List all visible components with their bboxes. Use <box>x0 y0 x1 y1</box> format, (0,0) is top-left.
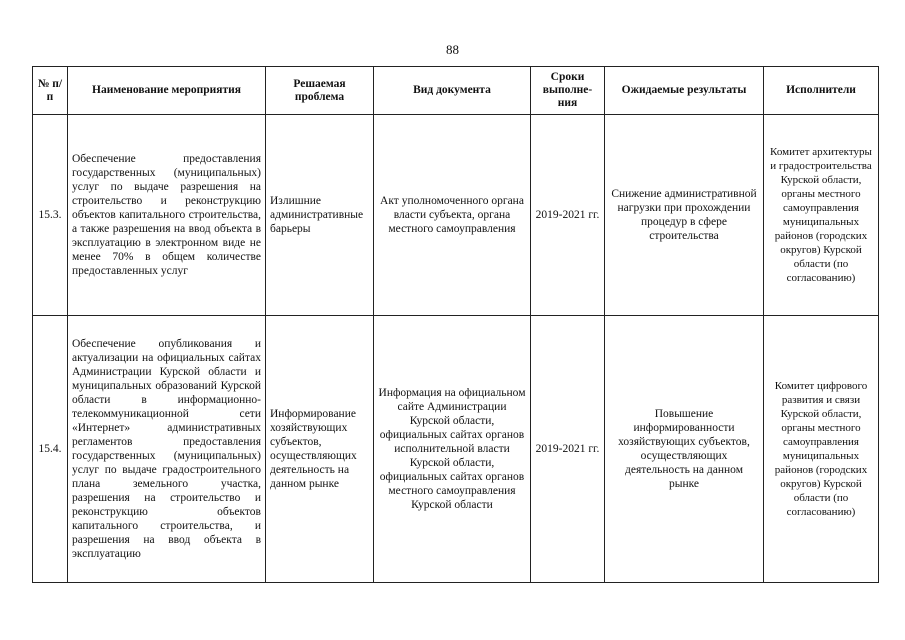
row-problem: Информирование хозяйствующих субъектов, осуществляющих деятельность на данном рынке <box>266 316 374 583</box>
row-term: 2019-2021 гг. <box>531 316 605 583</box>
row-result: Снижение административной нагрузки при прохождении процедур в сфере строительства <box>605 115 764 316</box>
header-measure: Наименование мероприятия <box>68 67 266 115</box>
row-problem: Излишние административные барьеры <box>266 115 374 316</box>
row-result: Повышение информированности хозяйствующих субъектов, осуществляющих деятельность на данном рынке <box>605 316 764 583</box>
row-executor: Комитет архитектуры и градостроительства Курской области, органы местного самоуправления муниципальных районов (городских округов) Курской области (по согласованию) <box>764 115 879 316</box>
page-number: 88 <box>446 42 459 57</box>
table-row <box>33 115 879 316</box>
table-header-row <box>33 67 879 115</box>
header-term: Сроки выполне-ния <box>531 67 605 115</box>
row-executor: Комитет цифрового развития и связи Курской области, органы местного самоуправления муниципальных районов (городских округов) Курской области (по согласованию) <box>764 316 879 583</box>
row-num: 15.4. <box>33 316 68 583</box>
header-executor: Исполнители <box>764 67 879 115</box>
row-doc-type: Информация на официальном сайте Администрации Курской области, официальных сайтах органов исполнительной власти Курской области, официальных сайтах органов местного самоуправления Курской области <box>374 316 531 583</box>
row-term: 2019-2021 гг. <box>531 115 605 316</box>
header-doc-type: Вид документа <box>374 67 531 115</box>
measures-table <box>32 66 879 583</box>
row-doc-type: Акт уполномоченного органа власти субъекта, органа местного самоуправления <box>374 115 531 316</box>
table-row <box>33 316 879 583</box>
row-measure: Обеспечение предоставления государственных (муниципальных) услуг по выдаче разрешения на строительство и реконструкцию объектов капитального строительства, а также разрешения на ввод объекта в эксплуатацию в электронном виде не менее 70% в общем количестве предоставленных услуг <box>68 115 266 316</box>
header-result: Ожидаемые результаты <box>605 67 764 115</box>
row-measure: Обеспечение опубликования и актуализации на официальных сайтах Администрации Курской области и муниципальных образований Курской области в информационно-телекоммуникационной сети «Интернет» административных регламентов предоставления государственных (муниципальных) услуг по выдаче градостроительного плана земельного участка, разрешения на строительство и реконструкцию объектов капитального строительства, и разрешения на ввод объекта в эксплуатацию <box>68 316 266 583</box>
header-num: № п/п <box>33 67 68 115</box>
header-problem: Решаемая проблема <box>266 67 374 115</box>
row-num: 15.3. <box>33 115 68 316</box>
